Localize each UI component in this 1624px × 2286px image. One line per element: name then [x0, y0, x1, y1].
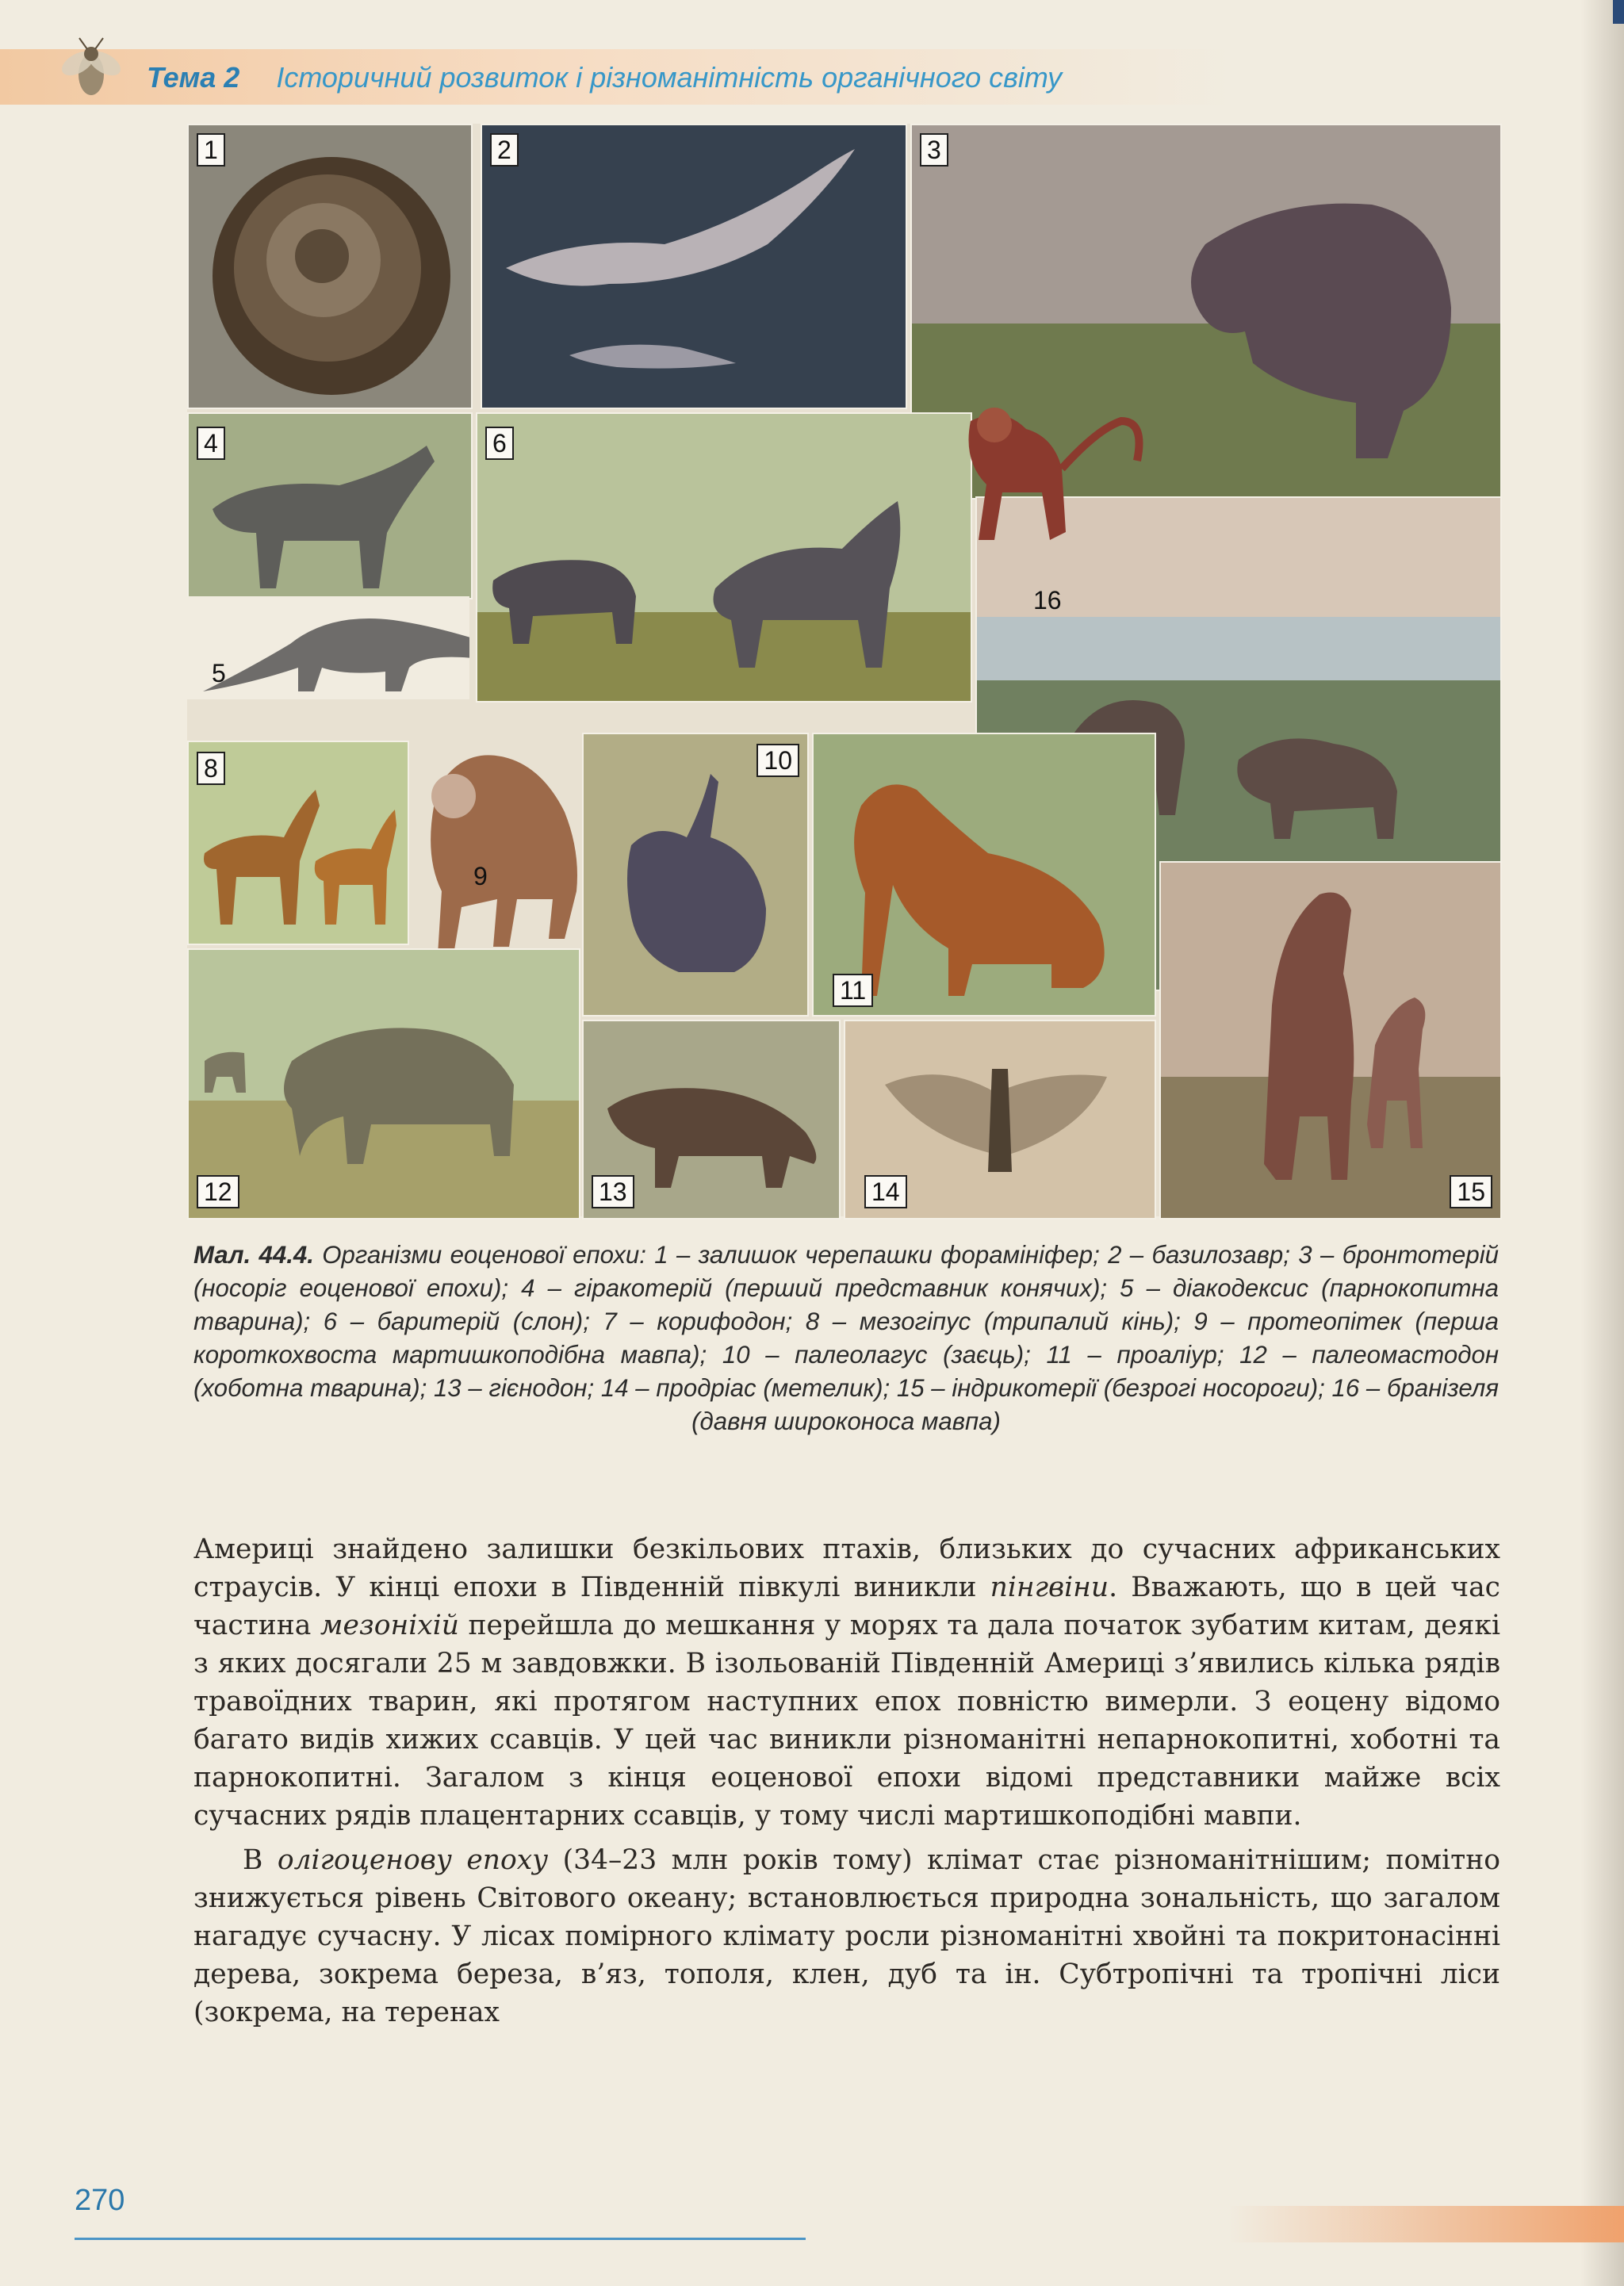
panel-number: 11 [833, 974, 873, 1007]
text-run: . Вважають, що в цей час частина [193, 1572, 1501, 1641]
emphasis-term: пінгвіни [990, 1572, 1109, 1603]
footer-rule [75, 2238, 806, 2240]
panel-basilosaurus [481, 124, 907, 409]
panel-number: 3 [920, 133, 948, 167]
emphasis-term: мезоніхій [320, 1610, 459, 1641]
barytherium-image [477, 414, 971, 701]
caption-text: Організми еоценової епохи: 1 – залишок черепашки форамініфер; 2 – базилозавр; 3 – бронтотерій (носоріг еоценової епохи); 4 – гіракотерій (перший представник конячих); 5 – діакодексис (парнокопитна тварина); 6 – баритерій (слон); 7 – корифодон; 8 – мезогіпус (трипалий кінь); 9 – протеопітек (перша короткохвоста мартишкоподібна мавпа); 10 – палеолагус (заєць); 11 – проаліур; 12 – палеомастодон (хоботна тварина); 13 – гієнодон; 14 – продріас (метелик); 15 – індрикотерії (безрогі носороги); 16 – бранізеля (давня широконоса мавпа) [193, 1241, 1500, 1435]
panel-foraminifera [187, 124, 473, 409]
panel-hyracotherium [187, 412, 473, 599]
panel-hyaenodon [582, 1020, 841, 1220]
palaeomastodon-image [189, 950, 579, 1218]
footer-band [1228, 2206, 1624, 2242]
panel-palaeolagus [582, 733, 809, 1017]
panel-number: 2 [490, 133, 519, 167]
panel-number: 6 [485, 427, 514, 460]
panel-number: 12 [197, 1175, 239, 1208]
panel-proailurus [812, 733, 1156, 1017]
panel-number: 4 [197, 427, 225, 460]
panel-number: 13 [592, 1175, 634, 1208]
panel-number: 16 [1033, 586, 1062, 615]
page-number: 270 [75, 2184, 125, 2217]
proailurus-image [814, 734, 1155, 1015]
text-run: перейшла до мешкання у морях та дала початок зубатим китам, деякі з яких досягали 25 м завдовжки. В ізольованій Південній Америці з’явились кілька рядів травоїдних тварин, які протягом наступних епох повністю вимерли. З еоцену відомо багато видів хижих ссавців. У цей час виникли різноманітні непарнокопитні, хоботні та парнокопитні. Загалом з кінця еоценової епохи відомі представники майже всіх сучасних рядів плацентарних ссавців, у тому числі мартишкоподібні мавпи. [193, 1610, 1500, 1832]
panel-number: 10 [756, 744, 799, 777]
topic-title: Історичний розвиток і різноманітність органічного світу [276, 61, 1063, 94]
text-run: В [243, 1844, 278, 1876]
panel-palaeomastodon [187, 948, 580, 1220]
panel-indricotherium [1159, 861, 1502, 1220]
panel-number: 1 [197, 133, 225, 167]
text-run: (34–23 млн років тому) клімат стає різноманітнішим; помітно знижується рівень Світового океану; встановлюється природна зональність, що загалом нагадує сучасну. У лісах помірного клімату росли різноманітні хвойні та покритонасінні дерева, зокрема береза, в’яз, тополя, клен, дуб та ін. Субтропічні та тропічні ліси (зокрема, на теренах [193, 1844, 1500, 2028]
panel-number: 15 [1450, 1175, 1492, 1208]
caption-label: Мал. 44.4. [193, 1241, 314, 1269]
basilosaurus-image [482, 125, 906, 408]
bookmark-tab [1613, 0, 1624, 24]
figure-collage [187, 124, 1499, 1216]
panel-mesohippus [187, 741, 409, 945]
panel-prodryas [844, 1020, 1156, 1220]
paragraph [193, 1530, 1500, 1835]
panel-number: 14 [864, 1175, 907, 1208]
branisella-image [915, 389, 1153, 572]
paragraph [193, 1841, 1500, 2031]
indricotherium-image [1161, 863, 1500, 1218]
panel-number: 5 [212, 659, 226, 687]
text-run: Америці знайдено залишки безкільових птахів, близьких до сучасних африканських страусів. У кінці епохи в Південній півкулі виникли [193, 1534, 1500, 1603]
emphasis-term: олігоценову епоху [277, 1844, 549, 1876]
panel-barytherium [476, 412, 972, 703]
fly-icon [56, 33, 127, 105]
panel-diacodexis [187, 596, 469, 699]
running-header [147, 56, 1062, 100]
book-spine-shadow [1580, 0, 1624, 2286]
body-text [193, 1530, 1500, 2031]
figure-caption [193, 1239, 1499, 1438]
foraminifera-shell-image [189, 125, 471, 408]
hyracotherium-image [189, 414, 471, 598]
topic-number: Тема 2 [147, 61, 240, 94]
panel-number: 9 [473, 862, 488, 890]
proteopithecus-image [406, 741, 588, 971]
panel-number: 8 [197, 752, 225, 785]
